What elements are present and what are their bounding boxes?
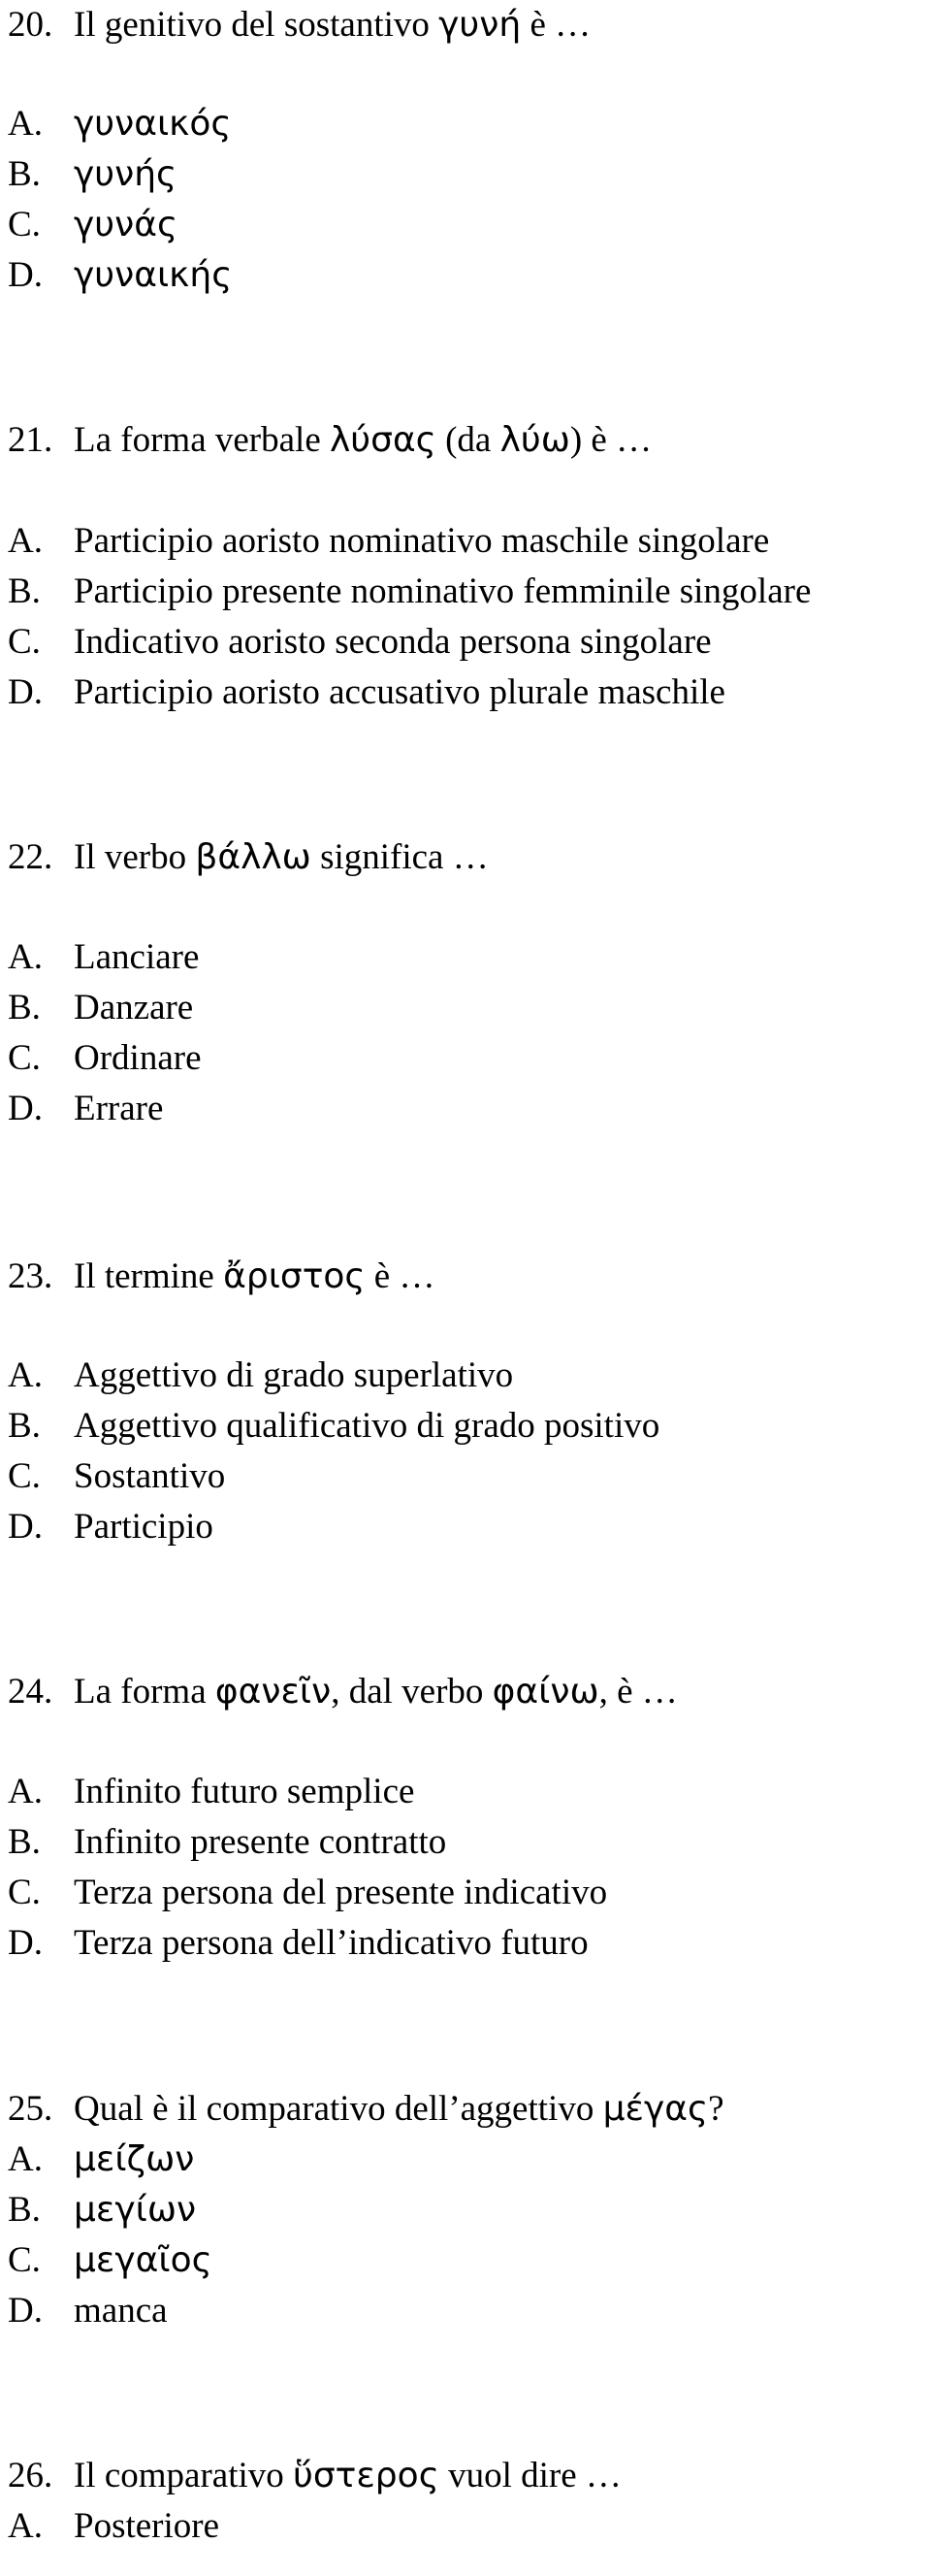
greek-word: βάλλω — [195, 837, 311, 877]
question-text-middle: (da — [435, 420, 500, 460]
option-letter: C. — [8, 1456, 41, 1496]
question-24-option-b[interactable] — [8, 1821, 446, 1864]
question-22-option-c[interactable] — [8, 1037, 202, 1080]
question-26-stem — [8, 2455, 622, 2497]
option-letter: C. — [8, 622, 41, 662]
greek-word-2: λύω — [499, 420, 570, 460]
option-letter: B. — [8, 2190, 41, 2230]
question-21-option-a[interactable] — [8, 520, 769, 563]
question-text: La forma — [74, 1672, 215, 1712]
option-text: μεγίων — [74, 2190, 197, 2230]
option-text: Infinito futuro semplice — [74, 1772, 415, 1811]
question-25-option-c[interactable] — [8, 2239, 212, 2282]
option-letter: A. — [8, 104, 43, 144]
question-21-option-d[interactable] — [8, 671, 725, 714]
option-letter: D. — [8, 672, 43, 712]
question-24-option-a[interactable] — [8, 1771, 414, 1813]
option-text: Danzare — [74, 988, 194, 1027]
option-text: Participio presente nominativo femminile singolare — [74, 571, 812, 611]
question-20-option-a[interactable] — [8, 103, 232, 146]
question-text: Qual è il comparativo dell’aggettivo — [74, 2089, 603, 2129]
option-letter: B. — [8, 571, 41, 611]
question-26-option-a[interactable] — [8, 2505, 219, 2548]
option-text: μεγαῖος — [74, 2240, 212, 2280]
question-number: 20. — [8, 5, 53, 45]
question-number: 25. — [8, 2089, 53, 2129]
option-text: μείζων — [74, 2139, 195, 2179]
option-text: Terza persona dell’indicativo futuro — [74, 1923, 589, 1963]
option-letter: B. — [8, 154, 41, 194]
question-23-option-d[interactable] — [8, 1506, 213, 1549]
question-number: 26. — [8, 2456, 53, 2495]
question-number: 23. — [8, 1256, 53, 1296]
question-25-stem — [8, 2088, 724, 2131]
question-text: Il verbo — [74, 837, 196, 877]
option-letter: C. — [8, 1038, 41, 1078]
option-text: γυναικός — [74, 104, 232, 144]
question-20-option-c[interactable] — [8, 204, 177, 246]
option-letter: D. — [8, 255, 43, 295]
question-number: 22. — [8, 837, 53, 877]
question-24-option-d[interactable] — [8, 1922, 589, 1965]
option-text: Indicativo aoristo seconda persona singolare — [74, 622, 712, 662]
option-letter: C. — [8, 2240, 41, 2280]
question-21-option-b[interactable] — [8, 571, 811, 613]
question-text-end: significa … — [310, 837, 489, 877]
question-number: 21. — [8, 420, 53, 460]
greek-word: γυνή — [438, 5, 522, 45]
option-text: Lanciare — [74, 937, 200, 977]
question-25-option-d[interactable] — [8, 2290, 168, 2332]
option-text: Posteriore — [74, 2506, 220, 2546]
option-text: Terza persona del presente indicativo — [74, 1873, 608, 1912]
option-text: manca — [74, 2291, 168, 2331]
option-letter: A. — [8, 937, 43, 977]
question-text-end: ? — [708, 2089, 724, 2129]
question-23-stem — [8, 1255, 434, 1298]
option-text: γυναικής — [74, 255, 233, 295]
option-letter: A. — [8, 1355, 43, 1395]
question-22-option-d[interactable] — [8, 1088, 163, 1130]
question-20-option-b[interactable] — [8, 153, 177, 196]
greek-word-2: φαίνω — [492, 1672, 599, 1712]
question-21-stem — [8, 419, 652, 462]
option-text: Participio aoristo accusativo plurale maschile — [74, 672, 725, 712]
question-24-option-c[interactable] — [8, 1872, 607, 1914]
option-text: γυνάς — [74, 205, 178, 245]
option-letter: D. — [8, 1089, 43, 1128]
question-23-option-c[interactable] — [8, 1455, 225, 1498]
question-25-option-b[interactable] — [8, 2189, 196, 2232]
question-23-option-a[interactable] — [8, 1354, 513, 1397]
option-text: Sostantivo — [74, 1456, 226, 1496]
option-letter: B. — [8, 1822, 41, 1862]
option-letter: C. — [8, 205, 41, 245]
greek-word: ἄριστος — [223, 1256, 366, 1296]
question-text-end: è … — [521, 5, 592, 45]
question-22-option-b[interactable] — [8, 987, 193, 1029]
option-text: Aggettivo di grado superlativo — [74, 1355, 514, 1395]
option-letter: D. — [8, 1507, 43, 1547]
option-letter: A. — [8, 1772, 43, 1811]
greek-word: φανεῖν — [214, 1672, 332, 1712]
question-text: Il comparativo — [74, 2456, 294, 2495]
question-text-end: è … — [365, 1256, 435, 1296]
option-letter: A. — [8, 2506, 43, 2546]
option-text: γυνής — [74, 154, 177, 194]
greek-word: λύσας — [330, 420, 436, 460]
option-letter: A. — [8, 2139, 43, 2179]
question-text-middle: , dal verbo — [331, 1672, 493, 1712]
option-text: Participio aoristo nominativo maschile singolare — [74, 521, 770, 561]
greek-word: ὕστερος — [293, 2456, 439, 2495]
question-text-end: , è … — [598, 1672, 678, 1712]
greek-word: μέγας — [602, 2089, 709, 2129]
question-22-stem — [8, 836, 489, 879]
question-number: 24. — [8, 1672, 53, 1712]
option-text: Participio — [74, 1507, 213, 1547]
option-text: Ordinare — [74, 1038, 202, 1078]
option-text: Infinito presente contratto — [74, 1822, 447, 1862]
question-text-end: vuol dire … — [438, 2456, 622, 2495]
option-letter: B. — [8, 988, 41, 1027]
option-letter: D. — [8, 2291, 43, 2331]
question-text: La forma verbale — [74, 420, 330, 460]
question-25-option-a[interactable] — [8, 2138, 194, 2181]
question-21-option-c[interactable] — [8, 621, 712, 664]
question-24-stem — [8, 1671, 678, 1713]
question-text: Il genitivo del sostantivo — [74, 5, 439, 45]
option-letter: C. — [8, 1873, 41, 1912]
option-text: Aggettivo qualificativo di grado positivo — [74, 1406, 660, 1446]
option-letter: D. — [8, 1923, 43, 1963]
question-23-option-b[interactable] — [8, 1405, 659, 1448]
question-20-option-d[interactable] — [8, 254, 232, 297]
question-text: Il termine — [74, 1256, 224, 1296]
option-letter: B. — [8, 1406, 41, 1446]
question-22-option-a[interactable] — [8, 936, 199, 979]
option-text: Errare — [74, 1089, 164, 1128]
question-text-end: ) è … — [569, 420, 653, 460]
question-20-stem — [8, 4, 591, 47]
option-letter: A. — [8, 521, 43, 561]
